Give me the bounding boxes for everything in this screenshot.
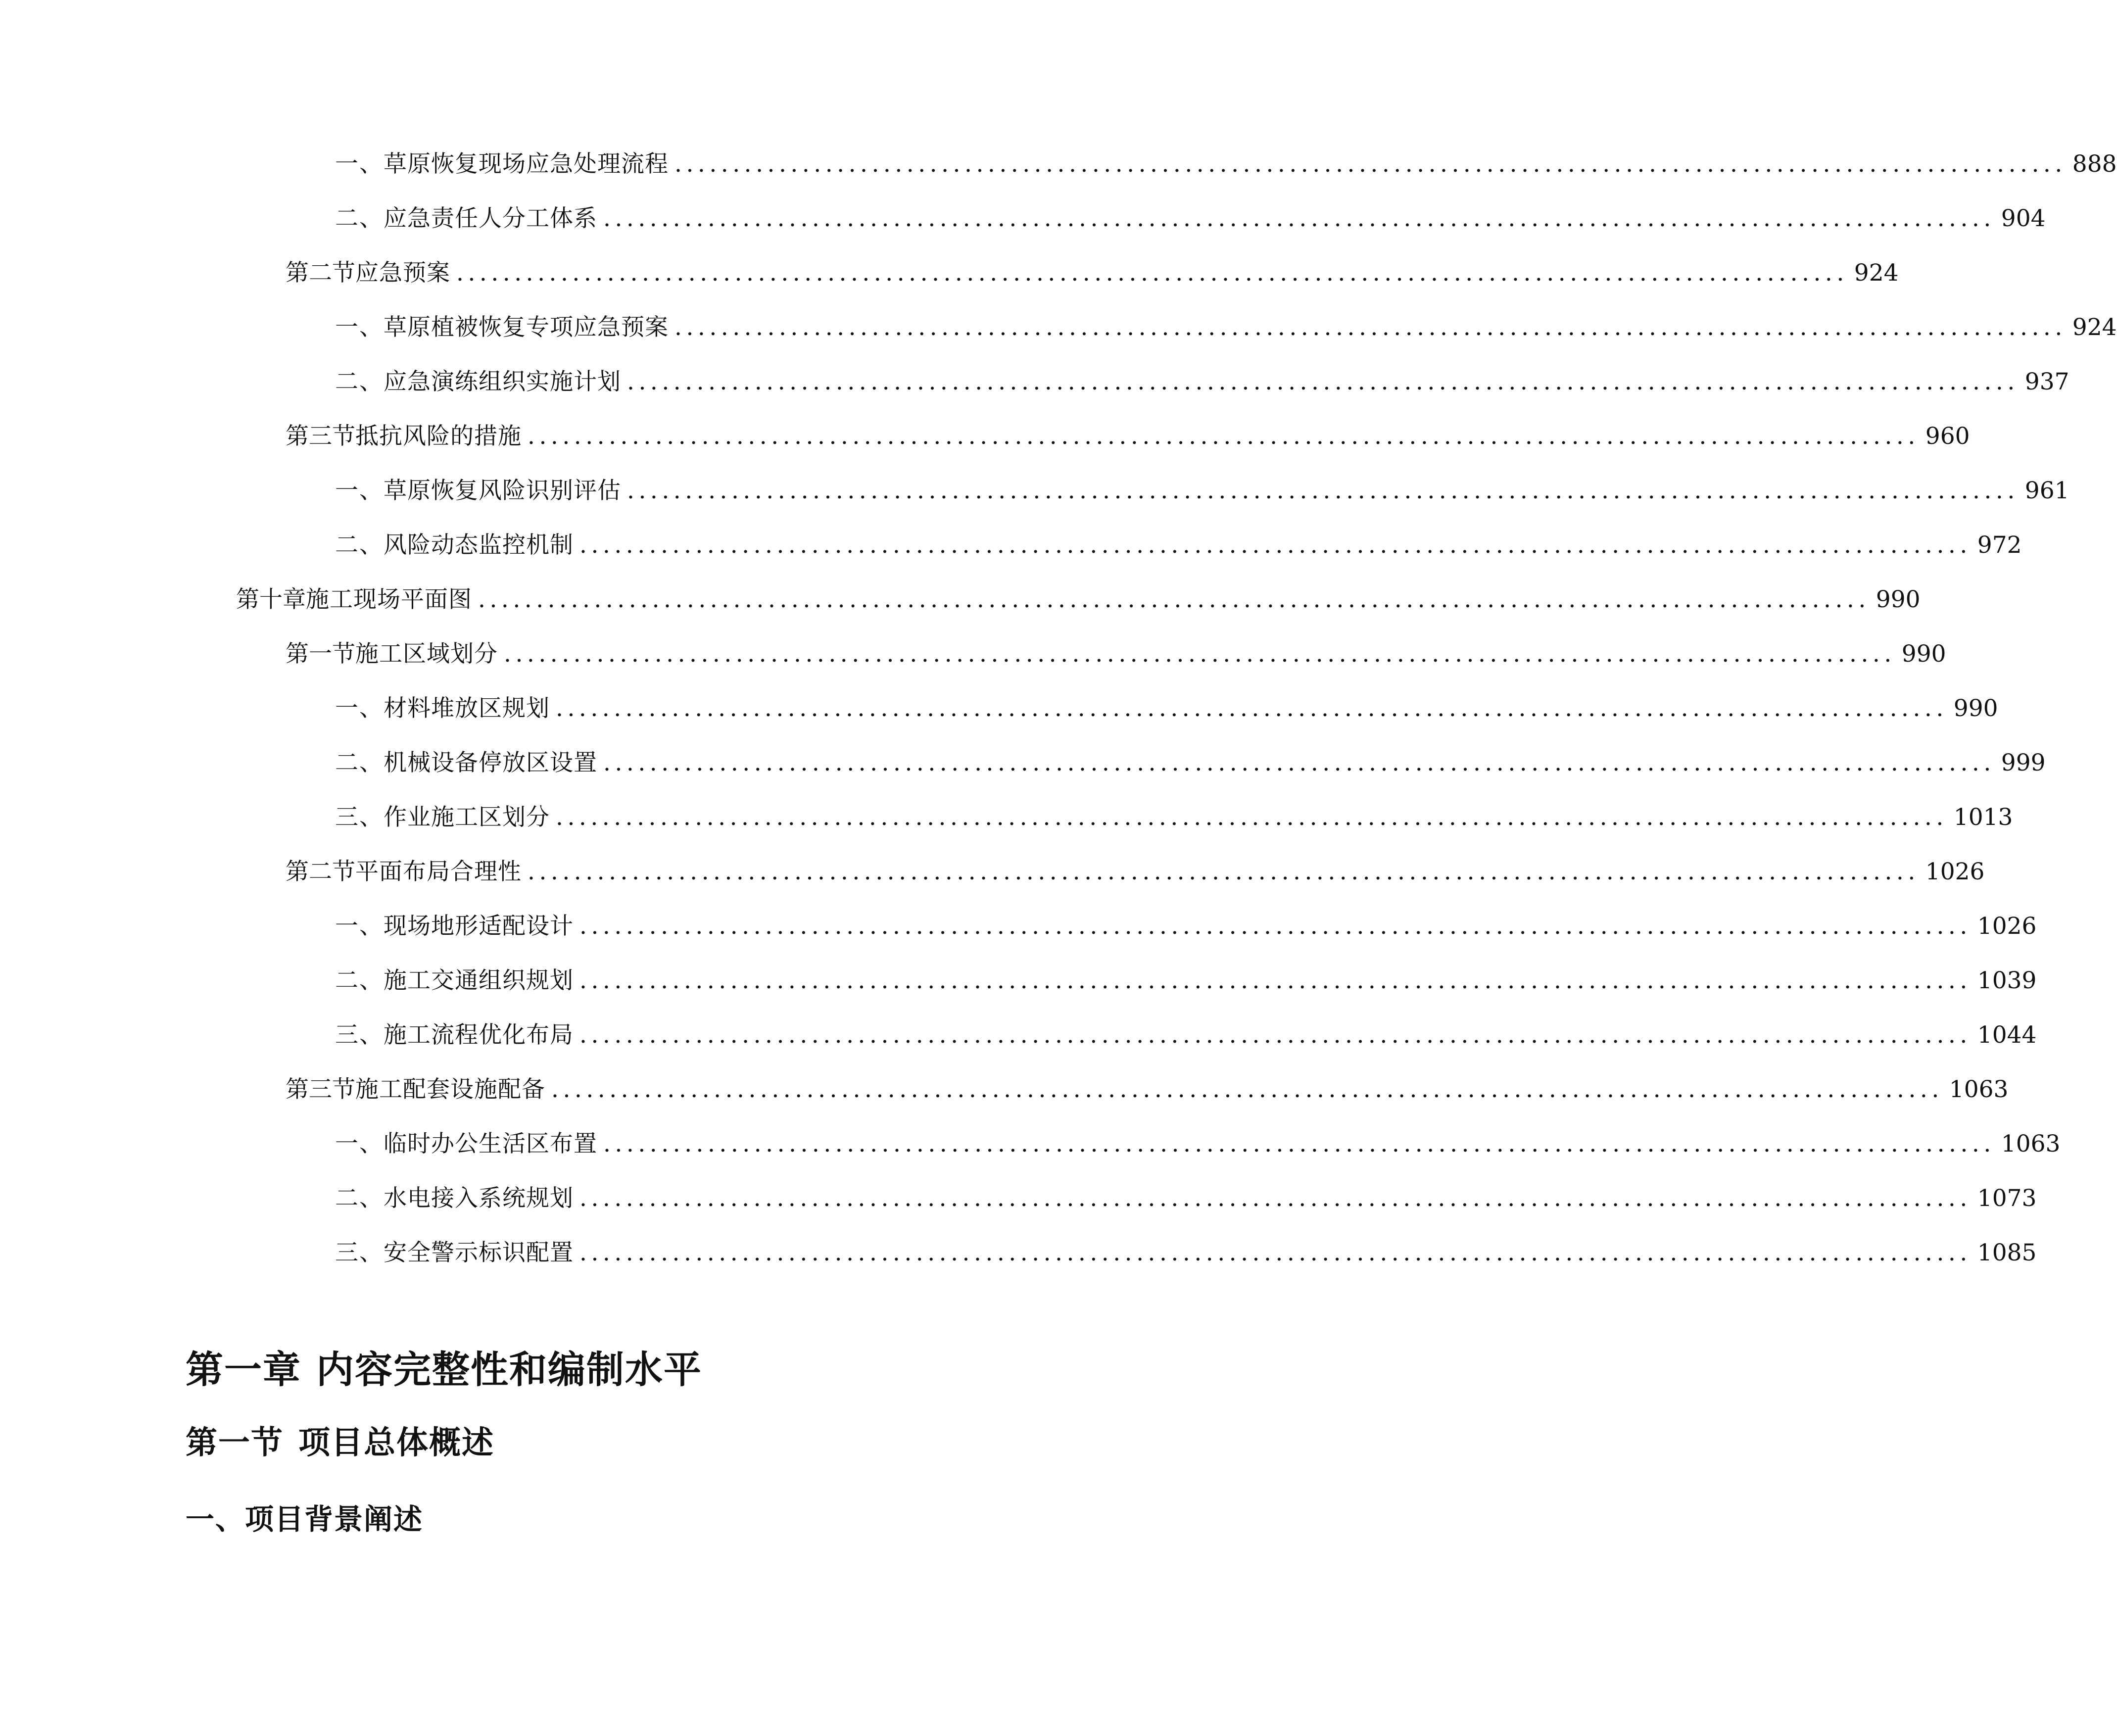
toc-entry-title: 抵抗风险的措施 (355, 423, 522, 450)
toc-entry-title: 机械设备停放区设置 (384, 749, 597, 776)
toc-leader-dots: ........................................................................................................................ (627, 368, 2019, 395)
toc-page-number: 1073 (1977, 1185, 2037, 1212)
toc-entry[interactable] (335, 747, 2046, 779)
toc-page-number: 924 (2072, 314, 2117, 341)
toc-entry-number: 二、 (335, 531, 384, 559)
toc-entry[interactable] (335, 475, 2069, 507)
toc-page-number: 990 (1953, 695, 1998, 722)
toc-entry-number: 第一节 (286, 640, 355, 668)
toc-page-number: 1063 (2001, 1130, 2061, 1157)
chapter-title: 内容完整性和编制水平 (316, 1348, 702, 1392)
toc-leader-dots: ........................................................................................................................ (603, 1130, 1995, 1157)
toc-entry-number: 一、 (335, 913, 384, 940)
toc-leader-dots: ........................................................................................................................ (556, 804, 1948, 831)
toc-leader-dots: ........................................................................................................................ (674, 150, 2067, 178)
toc-entry[interactable] (335, 1237, 2037, 1269)
toc-entry-number: 第二节 (286, 259, 355, 287)
toc-entry[interactable] (335, 311, 2117, 344)
toc-leader-dots: ........................................................................................................................ (579, 1185, 1972, 1212)
chapter-number: 第一章 (186, 1348, 301, 1392)
toc-entry-number: 第三节 (286, 1076, 355, 1103)
toc-entry[interactable] (286, 638, 1946, 671)
toc-entry-title: 施工区域划分 (355, 640, 498, 668)
toc-entry-title: 施工流程优化布局 (384, 1021, 574, 1049)
toc-entry[interactable] (335, 148, 2117, 181)
toc-entry[interactable] (335, 366, 2069, 398)
toc-entry-title: 草原植被恢复专项应急预案 (384, 314, 669, 341)
toc-page-number: 961 (2024, 477, 2069, 504)
toc-entry-number: 一、 (335, 477, 384, 504)
toc-entry-number: 二、 (335, 205, 384, 232)
toc-entry-number: 二、 (335, 749, 384, 776)
toc-entry[interactable] (335, 692, 1998, 725)
toc-entry-title: 材料堆放区规划 (384, 695, 550, 722)
toc-entry-number: 第十章 (236, 586, 306, 613)
subsection-heading: 一、项目背景阐述 (186, 1502, 424, 1536)
toc-entry[interactable] (286, 420, 1970, 453)
toc-entry-title: 作业施工区划分 (384, 804, 550, 831)
toc-entry-title: 草原恢复现场应急处理流程 (384, 150, 669, 178)
chapter-heading (186, 1345, 702, 1395)
toc-entry-title: 现场地形适配设计 (384, 913, 574, 940)
toc-entry-number: 一、 (335, 695, 384, 722)
toc-entry[interactable] (335, 1182, 2037, 1215)
toc-page-number: 990 (1876, 586, 1921, 613)
toc-page-number: 1013 (1953, 804, 2013, 831)
toc-leader-dots: ........................................................................................................................ (528, 423, 1920, 450)
toc-entry-title: 临时办公生活区布置 (384, 1130, 597, 1157)
toc-entry-number: 二、 (335, 368, 384, 395)
toc-page-number: 1085 (1977, 1239, 2037, 1266)
toc-entry[interactable] (335, 801, 2013, 834)
toc-entry-title: 安全警示标识配置 (384, 1239, 574, 1266)
toc-leader-dots: ........................................................................................................................ (579, 967, 1972, 994)
toc-page-number: 904 (2001, 205, 2046, 232)
toc-entry[interactable] (335, 964, 2037, 997)
toc-leader-dots: ........................................................................................................................ (579, 913, 1972, 940)
toc-entry-number: 一、 (335, 150, 384, 178)
toc-page-number: 1044 (1977, 1021, 2037, 1049)
toc-leader-dots: ........................................................................................................................ (627, 477, 2019, 504)
toc-leader-dots: ........................................................................................................................ (551, 1076, 1943, 1103)
toc-entry-title: 水电接入系统规划 (384, 1185, 574, 1212)
toc-leader-dots: ........................................................................................................................ (674, 314, 2067, 341)
toc-entry[interactable] (286, 1073, 2009, 1106)
toc-entry-number: 一、 (335, 314, 384, 341)
toc-page-number: 1026 (1925, 858, 1985, 885)
toc-entry-title: 施工交通组织规划 (384, 967, 574, 994)
toc-page-number: 1039 (1977, 967, 2037, 994)
toc-entry[interactable] (335, 1128, 2061, 1160)
toc-entry-number: 一、 (335, 1130, 384, 1157)
toc-leader-dots: ........................................................................................................................ (478, 586, 1870, 613)
toc-entry-title: 施工现场平面图 (306, 586, 472, 613)
toc-entry-number: 第三节 (286, 423, 355, 450)
toc-entry-number: 三、 (335, 1239, 384, 1266)
toc-page-number: 888 (2072, 150, 2117, 178)
toc-leader-dots: ........................................................................................................................ (528, 858, 1920, 885)
toc-entry-title: 风险动态监控机制 (384, 531, 574, 559)
toc-leader-dots: ........................................................................................................................ (579, 531, 1972, 559)
toc-leader-dots: ........................................................................................................................ (603, 205, 1995, 232)
toc-page-number: 972 (1977, 531, 2022, 559)
toc-entry[interactable] (335, 202, 2046, 235)
toc-page-number: 960 (1925, 423, 1970, 450)
toc-entry[interactable] (335, 1019, 2037, 1052)
toc-entry[interactable] (286, 257, 1899, 289)
toc-entry[interactable] (335, 529, 2022, 562)
toc-entry-number: 三、 (335, 1021, 384, 1049)
toc-page-number: 937 (2024, 368, 2069, 395)
toc-page-number: 924 (1854, 259, 1899, 287)
toc-entry-number: 二、 (335, 967, 384, 994)
toc-leader-dots: ........................................................................................................................ (579, 1021, 1972, 1049)
toc-leader-dots: ........................................................................................................................ (456, 259, 1848, 287)
toc-page-number: 999 (2001, 749, 2046, 776)
toc-entry-number: 二、 (335, 1185, 384, 1212)
toc-entry[interactable] (286, 856, 1985, 888)
toc-leader-dots: ........................................................................................................................ (603, 749, 1995, 776)
section-heading (186, 1421, 494, 1465)
toc-entry[interactable] (236, 583, 1921, 616)
toc-entry-title: 应急责任人分工体系 (384, 205, 597, 232)
toc-entry-number: 三、 (335, 804, 384, 831)
toc-entry[interactable] (335, 910, 2037, 943)
toc-entry-title: 应急演练组织实施计划 (384, 368, 621, 395)
toc-entry-number: 第二节 (286, 858, 355, 885)
toc-entry-title: 施工配套设施配备 (355, 1076, 545, 1103)
toc-page-number: 990 (1901, 640, 1946, 668)
toc-leader-dots: ........................................................................................................................ (556, 695, 1948, 722)
toc-entry-title: 平面布局合理性 (355, 858, 522, 885)
toc-leader-dots: ........................................................................................................................ (504, 640, 1896, 668)
section-number: 第一节 (186, 1425, 284, 1461)
toc-page-number: 1026 (1977, 913, 2037, 940)
toc-page-number: 1063 (1949, 1076, 2009, 1103)
section-title: 项目总体概述 (298, 1425, 494, 1461)
toc-entry-title: 应急预案 (355, 259, 450, 287)
toc-entry-title: 草原恢复风险识别评估 (384, 477, 621, 504)
toc-leader-dots: ........................................................................................................................ (579, 1239, 1972, 1266)
